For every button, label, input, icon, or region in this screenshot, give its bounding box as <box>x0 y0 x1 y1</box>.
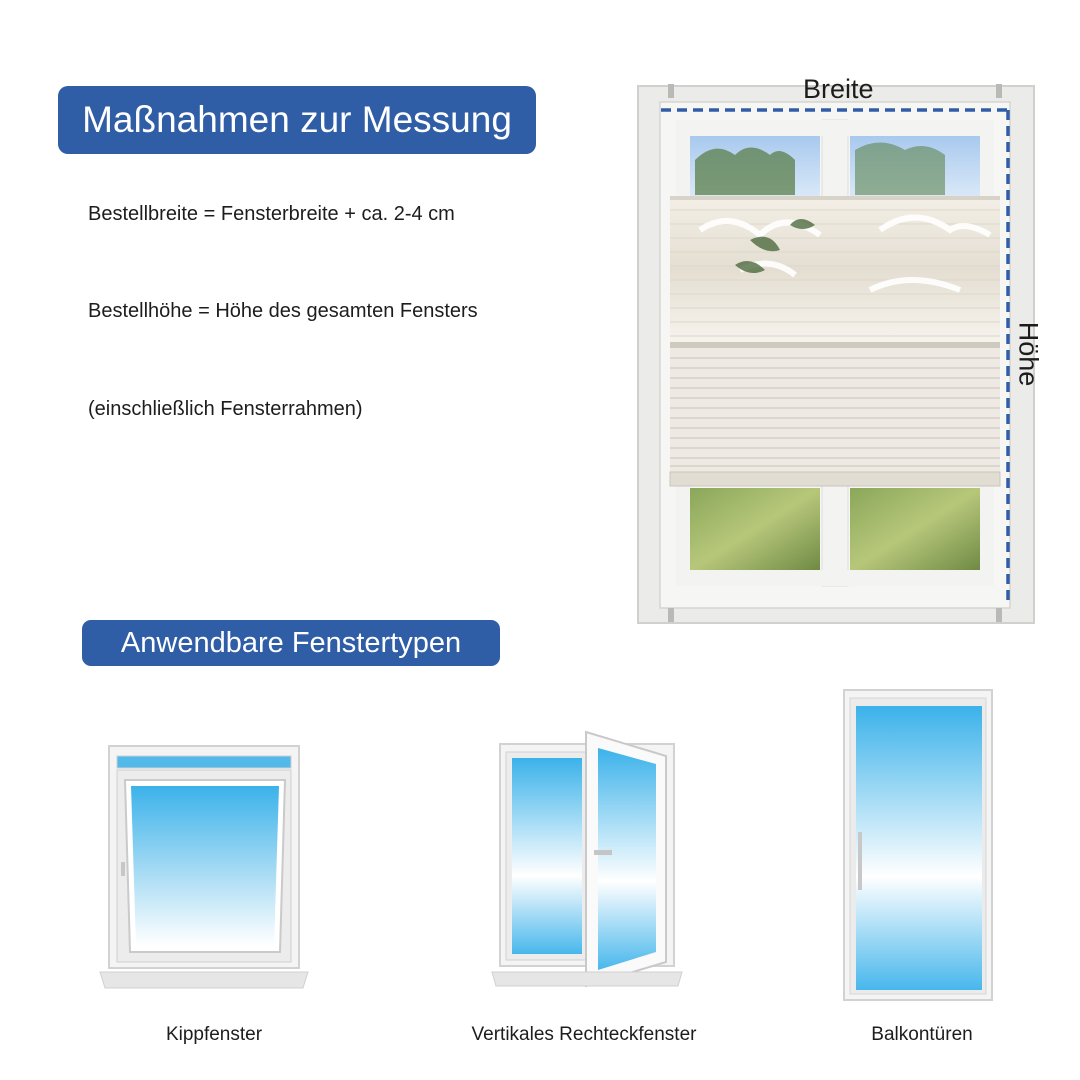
balcony-door-icon <box>844 690 992 1000</box>
height-label: Höhe <box>1013 321 1044 387</box>
tilt-window-icon <box>100 746 308 988</box>
window-type-label-tilt: Kippfenster <box>165 1024 263 1045</box>
window-type-label-casement: Vertikales Rechteckfenster <box>471 1024 697 1045</box>
window-measure-illustration <box>638 84 1034 623</box>
width-label: Breite <box>803 74 874 104</box>
window-type-label-balcony-door: Balkontüren <box>871 1024 973 1045</box>
order-height-text: Bestellhöhe = Höhe des gesamten Fensters <box>88 300 478 322</box>
order-width-text: Bestellbreite = Fensterbreite + ca. 2-4 cm <box>88 203 455 225</box>
frame-note-text: (einschließlich Fensterrahmen) <box>88 398 363 420</box>
window-types-title: Anwendbare Fenstertypen <box>82 620 500 666</box>
casement-window-icon <box>492 732 682 986</box>
measure-title: Maßnahmen zur Messung <box>58 86 536 154</box>
